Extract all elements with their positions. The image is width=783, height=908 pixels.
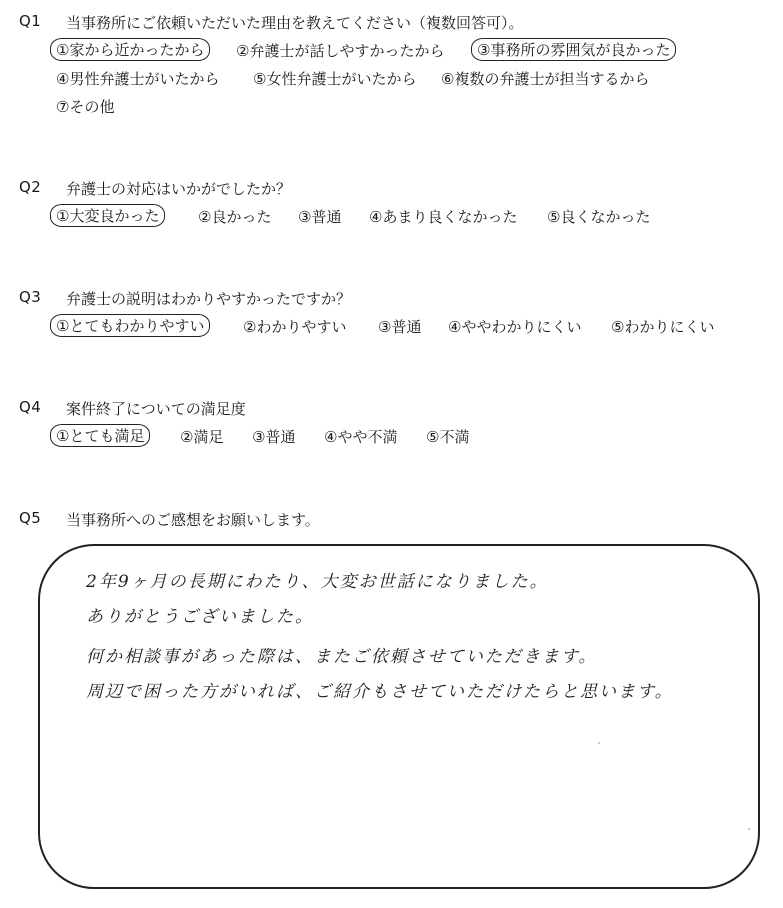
option: ⑤不満 <box>426 428 470 446</box>
option-selected: ①とても満足 <box>50 424 150 447</box>
option: ③普通 <box>378 318 422 336</box>
option: ②良かった <box>198 208 272 226</box>
option: ②満足 <box>180 428 224 446</box>
option-selected: ①家から近かったから <box>50 38 210 61</box>
scan-speck <box>748 828 750 830</box>
question-label: Q5 <box>19 509 42 527</box>
question-text: 弁護士の説明はわかりやすかったですか？ <box>66 290 352 308</box>
option: ⑤女性弁護士がいたから <box>253 70 417 88</box>
option: ④ややわかりにくい <box>448 318 582 336</box>
comment-line: ありがとうございました。 <box>86 607 314 627</box>
scan-speck <box>598 742 600 744</box>
option: ⑤良くなかった <box>547 208 651 226</box>
comment-line: 2年9ヶ月の長期にわたり、大変お世話になりました。 <box>86 572 549 592</box>
question-label: Q4 <box>19 398 42 416</box>
option-selected: ①とてもわかりやすい <box>50 314 210 337</box>
option: ④男性弁護士がいたから <box>56 70 220 88</box>
question-text: 当事務所にご依頼いただいた理由を教えてください（複数回答可）。 <box>66 14 524 32</box>
question-label: Q2 <box>19 178 42 196</box>
option: ③普通 <box>252 428 296 446</box>
question-text: 当事務所へのご感想をお願いします。 <box>66 511 320 529</box>
comment-line: 周辺で困った方がいれば、ご紹介もさせていただけたらと思います。 <box>86 682 674 702</box>
question-label: Q1 <box>19 12 42 30</box>
option-selected: ①大変良かった <box>50 204 165 227</box>
option-selected: ③事務所の雰囲気が良かった <box>471 38 676 61</box>
question-text: 案件終了についての満足度 <box>66 400 246 418</box>
option: ②わかりやすい <box>243 318 347 336</box>
option: ②弁護士が話しやすかったから <box>236 42 445 60</box>
option: ⑥複数の弁護士が担当するから <box>441 70 650 88</box>
option: ④あまり良くなかった <box>369 208 518 226</box>
option: ⑦その他 <box>56 98 115 116</box>
option: ③普通 <box>298 208 342 226</box>
option: ⑤わかりにくい <box>611 318 715 336</box>
comment-line: 何か相談事があった際は、またご依頼させていただきます。 <box>86 647 598 667</box>
option: ④やや不満 <box>324 428 398 446</box>
question-label: Q3 <box>19 288 42 306</box>
question-text: 弁護士の対応はいかがでしたか？ <box>66 180 292 198</box>
comment-box <box>38 544 760 889</box>
